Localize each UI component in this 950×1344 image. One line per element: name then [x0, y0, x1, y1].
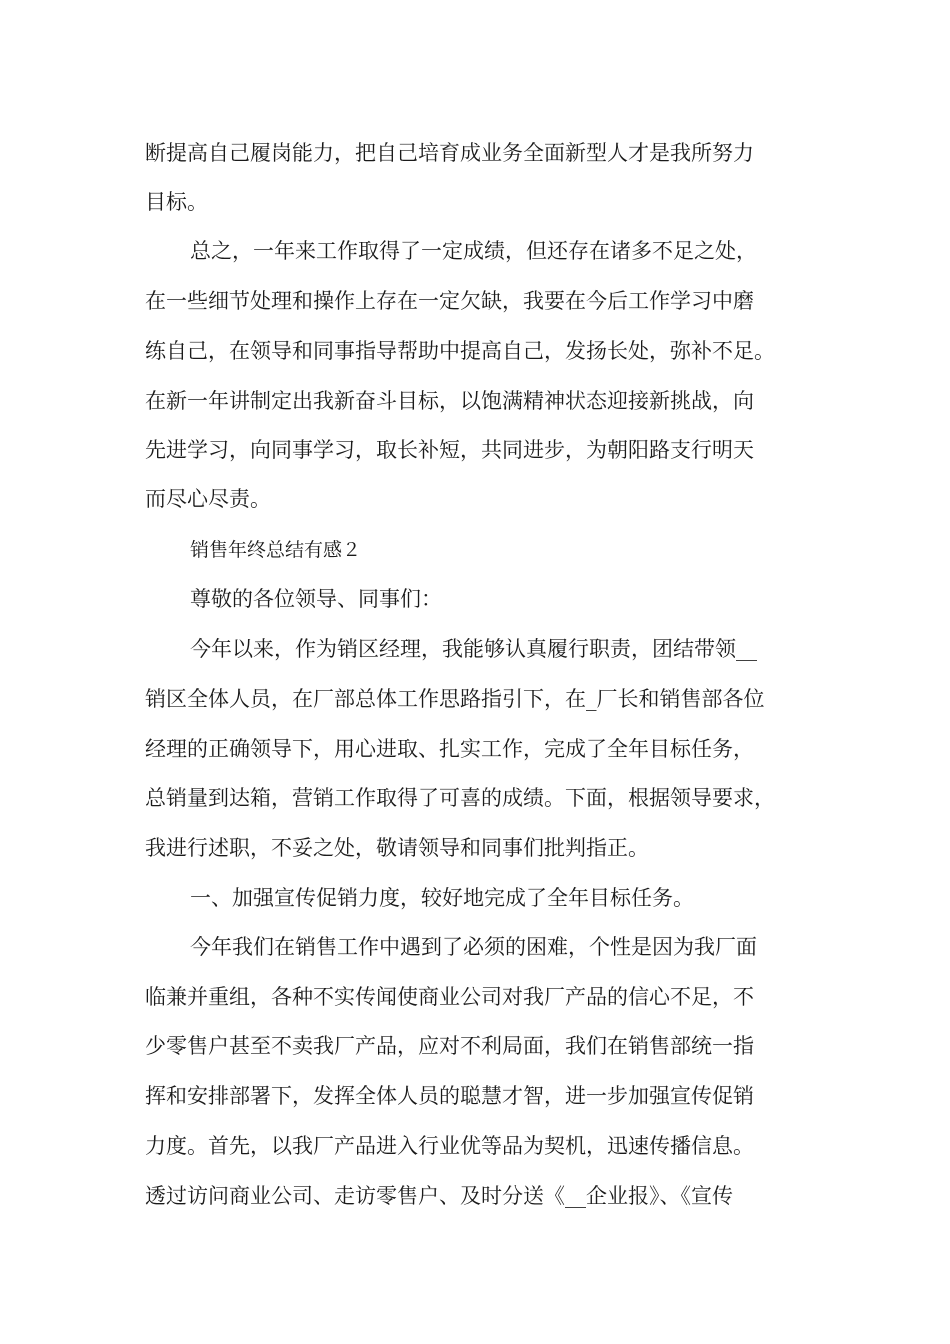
section-heading: 销售年终总结有感２	[190, 539, 362, 561]
paragraph-first-line: 今年以来，作为销区经理，我能够认真履行职责，团结带领__	[190, 637, 757, 661]
text-line: 目标。	[145, 190, 208, 214]
text-line: 在一些细节处理和操作上存在一定欠缺，我要在今后工作学习中磨	[145, 289, 754, 313]
text-line: 在新一年讲制定出我新奋斗目标，以饱满精神状态迎接新挑战，向	[145, 389, 754, 413]
text-line: 练自己，在领导和同事指导帮助中提高自己，发扬长处，弥补不足。	[145, 339, 775, 363]
text-line: 我进行述职，不妥之处，敬请领导和同事们批判指正。	[145, 836, 649, 860]
paragraph-first-line: 今年我们在销售工作中遇到了必须的困难，个性是因为我厂面	[190, 935, 757, 959]
text-line: 临兼并重组，各种不实传闻使商业公司对我厂产品的信心不足，不	[145, 985, 754, 1009]
text-line: 总销量到达箱，营销工作取得了可喜的成绩。下面，根据领导要求，	[145, 786, 775, 810]
text-line: 销区全体人员，在厂部总体工作思路指引下，在_厂长和销售部各位	[145, 687, 765, 711]
subsection-heading: 一、加强宣传促销力度，较好地完成了全年目标任务。	[190, 886, 694, 910]
paragraph-first-line: 总之，一年来工作取得了一定成绩，但还存在诸多不足之处，	[190, 239, 757, 263]
text-line: 断提高自己履岗能力，把自己培育成业务全面新型人才是我所努力	[145, 141, 754, 165]
salutation: 尊敬的各位领导、同事们：	[190, 587, 442, 611]
text-line: 力度。首先，以我厂产品进入行业优等品为契机，迅速传播信息。	[145, 1134, 754, 1158]
text-line: 少零售户甚至不卖我厂产品，应对不利局面，我们在销售部统一指	[145, 1034, 754, 1058]
text-line: 而尽心尽责。	[145, 487, 271, 511]
text-line: 挥和安排部署下，发挥全体人员的聪慧才智，进一步加强宣传促销	[145, 1084, 754, 1108]
text-line: 经理的正确领导下，用心进取、扎实工作，完成了全年目标任务，	[145, 737, 754, 761]
text-line: 透过访问商业公司、走访零售户、及时分送《__企业报》、《宣传	[145, 1184, 733, 1208]
text-line: 先进学习，向同事学习，取长补短，共同进步，为朝阳路支行明天	[145, 438, 754, 462]
